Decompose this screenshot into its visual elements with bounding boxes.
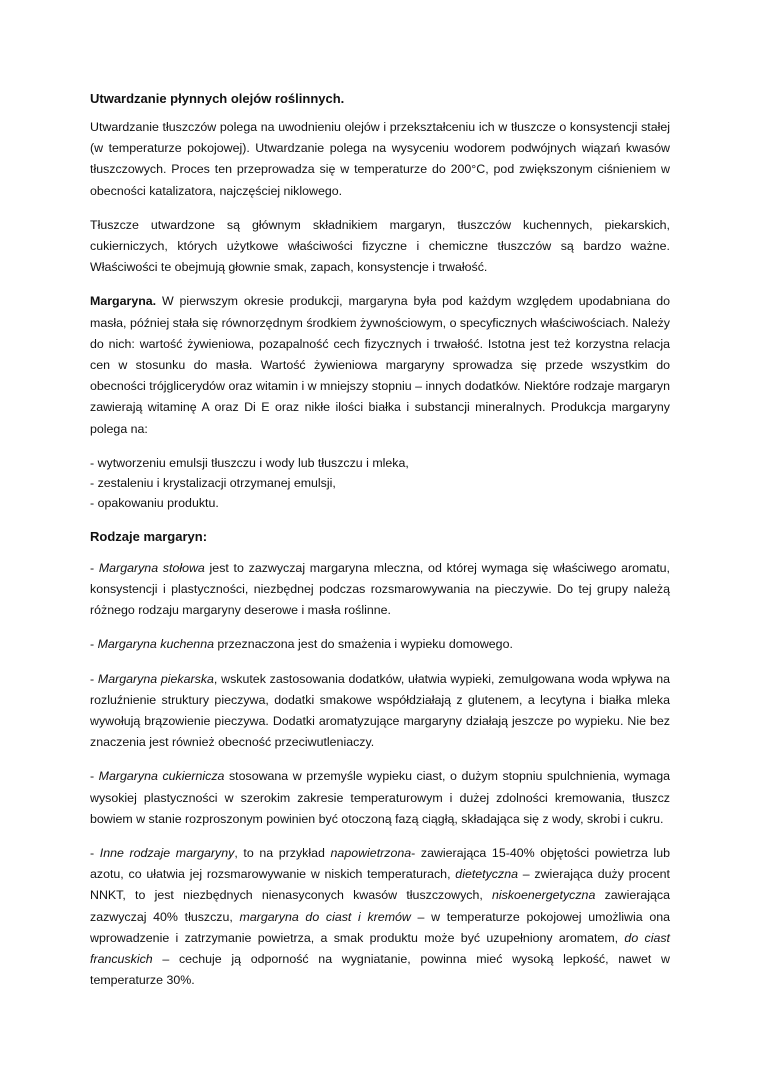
emphasis-term: do ciast francuskich — [90, 930, 671, 967]
paragraph-margarine — [90, 291, 670, 439]
item-prefix: - — [90, 769, 99, 784]
emphasis-term: niskoenergetyczna — [492, 888, 596, 903]
margarine-lead: Margaryna. — [90, 294, 157, 309]
text-segment: - zawierająca 15-40% objętości powietrza lub azotu, co ułatwia jej rozsmarowywanie w niskich temperaturach, — [90, 846, 670, 882]
type-name: Margaryna stołowa — [98, 560, 205, 575]
type-text: jest to zazwyczaj margaryna mleczna, od której wymaga się właściwego aromatu, konsystencji i plastyczności, niezbędnej podczas rozsmarowywania na pieczywie. Do tej grupy należą różnego rodzaju margaryny deserowe i masła roślinne. — [90, 560, 670, 618]
type-text: przeznaczona jest do smażenia i wypieku domowego. — [213, 637, 513, 652]
item-prefix: - — [90, 560, 99, 575]
type-text: , wskutek zastosowania dodatków, ułatwia wypieki, zemulgowana woda wpływa na rozluźnienie struktury pieczywa, dodatki smakowe współdziałają z glutenem, a lecytyna i białka mleka wywołują brązowienie pieczywa. Dodatki aromatyzujące margaryny działają jeszcze po wypieku. Nie bez znaczenia jest również obecność przeciwutleniaczy. — [90, 671, 670, 750]
type-text: stosowana w przemyśle wypieku ciast, o dużym stopniu spulchnienia, wymaga wysokiej plastyczności w szerokim zakresie temperaturowym i dużej zdolności kremowania, tłuszcz bowiem w stanie rozproszonym powinien być otoczoną fazą ciągłą, składająca się z wody, skrobi i cukru. — [90, 769, 670, 826]
paragraph-hardening-process: Utwardzanie tłuszczów polega na uwodnieniu olejów i przekształceniu ich w tłuszcze o konsystencji stałej (w temperaturze pokojowej). Utwardzanie polega na wysyceniu wodorem podwójnych wiązań kwasów tłuszczowych. Proces ten przeprowadza się w temperaturze do 200°C, pod zwiększonym ciśnieniem w obecności katalizatora, najczęściej niklowego. — [90, 120, 670, 198]
paragraph-other-margarines — [90, 843, 670, 991]
paragraph-table-margarine — [90, 558, 670, 622]
list-item: - zestaleniu i krystalizacji otrzymanej emulsji, — [90, 475, 336, 490]
type-name: Inne rodzaje margaryny — [99, 846, 235, 861]
paragraph-hardened-fats: Tłuszcze utwardzone są głównym składnikiem margaryn, tłuszczów kuchennych, piekarskich, cukierniczych, których użytkowe właściwości fizyczne i chemiczne tłuszczów są bardzo ważne. Właściwości te obejmują głownie smak, zapach, konsystencje i trwałość. — [90, 217, 670, 275]
item-prefix: - — [90, 671, 98, 686]
text-segment: , to na przykład — [234, 846, 331, 861]
list-item: - wytworzeniu emulsji tłuszczu i wody lub tłuszczu i mleka, — [90, 455, 409, 470]
list-item: - opakowaniu produktu. — [90, 495, 219, 510]
margarine-text: W pierwszym okresie produkcji, margaryna była pod każdym względem upodabniana do masła, później stała się równorzędnym środkiem żywnościowym, o specyficznych właściwościach. Należy do nich: wartość żywieniowa, pozapalność cech fizycznych i trwałość. Istotna jest też korzystna relacja cen w stosunku do masła. Wartość żywieniowa margaryny sprowadza się przede wszystkim do obecności trójglicerydów oraz witamin i w mniejszy stopniu – innych dodatków. Niektóre rodzaje margaryn zawierają witaminę A oraz Di E oraz nikłe ilości białka i substancji mineralnych. Produkcja margaryny polega na: — [90, 294, 670, 436]
document-title: Utwardzanie płynnych olejów roślinnych. — [90, 91, 345, 106]
paragraph-confectionery-margarine — [90, 766, 670, 830]
item-prefix: - — [90, 846, 100, 861]
type-name: Margaryna piekarska — [97, 671, 214, 686]
text-segment: – cechuje ją odporność na wygniatanie, powinna mieć wysoką lepkość, nawet w temperaturze 30%. — [90, 952, 670, 988]
emphasis-term: margaryna do ciast i kremów — [239, 909, 411, 924]
production-steps-list — [90, 453, 670, 513]
emphasis-term: dietetyczna — [455, 867, 518, 882]
type-name: Margaryna kuchenna — [97, 637, 214, 652]
paragraph-bakery-margarine — [90, 669, 670, 754]
paragraph-kitchen-margarine — [90, 634, 670, 655]
type-name: Margaryna cukiernicza — [98, 769, 225, 784]
emphasis-term: napowietrzona — [330, 846, 412, 861]
item-prefix: - — [90, 637, 98, 652]
types-heading: Rodzaje margaryn: — [90, 528, 208, 544]
text-segment: – zwierająca duży procent NNKT, to jest niezbędnych nienasyconych kwasów tłuszczowych, — [90, 867, 670, 903]
text-segment: – w temperaturze pokojowej umożliwia ona wprowadzenie i zatrzymanie powietrza, a smak produktu może być uzupełniony aromatem, — [90, 909, 670, 945]
text-segment: zawierająca zazwyczaj 40% tłuszczu, — [90, 888, 670, 924]
